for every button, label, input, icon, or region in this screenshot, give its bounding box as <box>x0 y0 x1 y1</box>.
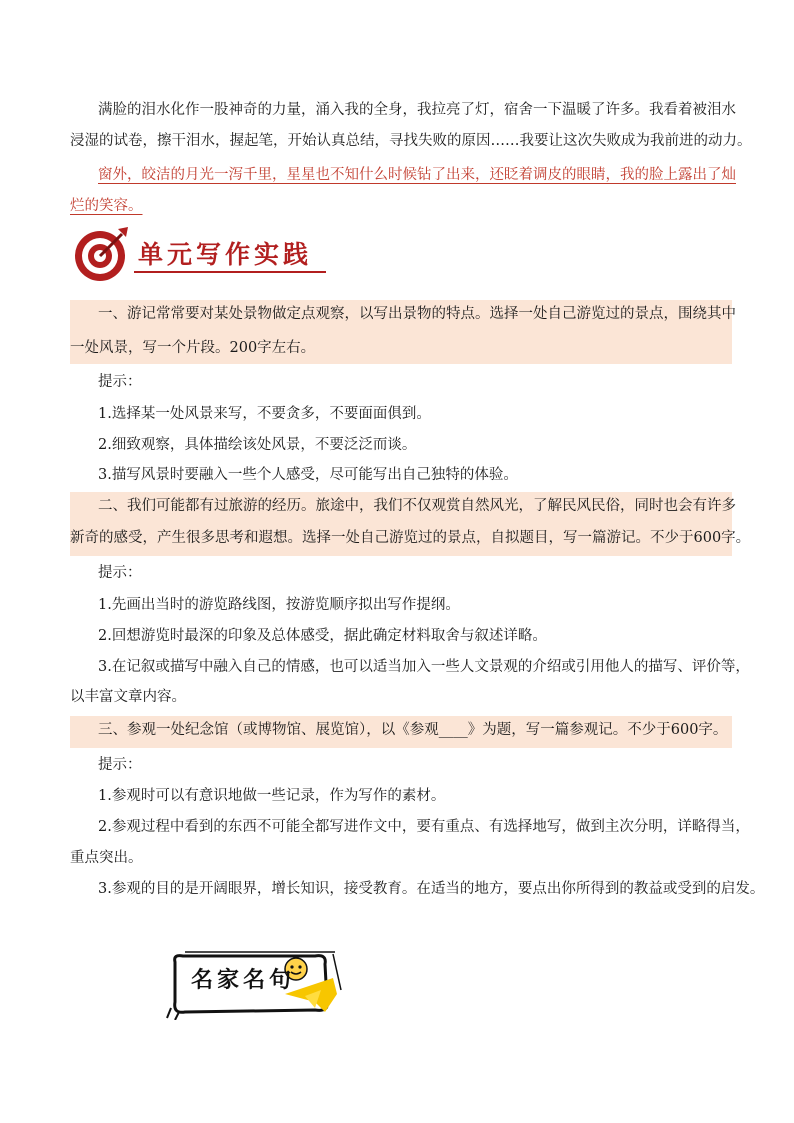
intro-paragraph-1-line-1: 满脸的泪水化作一股神奇的力量，涌入我的全身，我拉亮了灯，宿舍一下温暖了许多。我看着被泪水 <box>98 102 736 118</box>
task-2-hint-3: 3.在记叙或描写中融入自己的情感，也可以适当加入一些人文景观的介绍或引用他人的描写、评价等， <box>98 659 750 675</box>
task-1-prompt-line-2: 一处风景，写一个片段。200字左右。 <box>70 340 316 356</box>
task-3-hint-1: 1.参观时可以有意识地做一些记录，作为写作的素材。 <box>98 788 446 804</box>
section-title: 单元写作实践 <box>138 240 313 269</box>
task-3-hint-2: 2.参观过程中看到的东西不可能全都写进作文中，要有重点、有选择地写，做到主次分明，详略得当， <box>98 819 750 835</box>
task-1-hint-1: 1.选择某一处风景来写，不要贪多，不要面面俱到。 <box>98 406 431 422</box>
badge-title: 名家名句 <box>191 967 296 993</box>
task-2-hint-1: 1.先画出当时的游览路线图，按游览顺序拟出写作提纲。 <box>98 597 460 613</box>
task-1-hint-2: 2.细致观察，具体描绘该处风景，不要泛泛而谈。 <box>98 437 417 453</box>
section-title-underline <box>134 271 326 273</box>
task-3-prompt-line-1: 三、参观一处纪念馆（或博物馆、展览馆），以《参观____》为题，写一篇参观记。不少于600字。 <box>98 722 728 738</box>
task-2-prompt-line-2: 新奇的感受，产生很多思考和遐想。选择一处自己游览过的景点，自拟题目，写一篇游记。不少于600字。 <box>70 530 751 546</box>
task-1-prompt-line-1: 一、游记常常要对某处景物做定点观察，以写出景物的特点。选择一处自己游览过的景点，围绕其中 <box>98 306 736 322</box>
intro-paragraph-2-line-1: 窗外，皎洁的月光一泻千里，星星也不知什么时候钻了出来，还眨着调皮的眼睛，我的脸上露出了灿 <box>98 167 736 183</box>
target-bullseye-icon <box>70 225 134 283</box>
task-2-prompt-line-1: 二、我们可能都有过旅游的经历。旅途中，我们不仅观赏自然风光，了解民风民俗，同时也会有许多 <box>98 498 736 514</box>
task-3-hint-2-continued: 重点突出。 <box>70 850 143 866</box>
task-3-hint-3: 3.参观的目的是开阔眼界，增长知识，接受教育。在适当的地方，要点出你所得到的教益或受到的启发。 <box>98 881 765 897</box>
task-2-hint-3-continued: 以丰富文章内容。 <box>70 689 186 705</box>
intro-paragraph-1-line-2: 浸湿的试卷，擦干泪水，握起笔，开始认真总结，寻找失败的原因……我要让这次失败成为我前进的动力。 <box>70 133 752 149</box>
footer-badge <box>165 950 345 1020</box>
task-3-hint-label: 提示： <box>98 757 142 773</box>
task-2-hint-label: 提示： <box>98 565 142 581</box>
task-2-hint-2: 2.回想游览时最深的印象及总体感受，据此确定材料取舍与叙述详略。 <box>98 628 547 644</box>
task-1-hint-label: 提示： <box>98 374 142 390</box>
section-header <box>70 225 340 281</box>
task-1-hint-3: 3.描写风景时要融入一些个人感受，尽可能写出自己独特的体验。 <box>98 467 518 483</box>
intro-paragraph-2-line-2: 烂的笑容。 <box>70 198 143 214</box>
